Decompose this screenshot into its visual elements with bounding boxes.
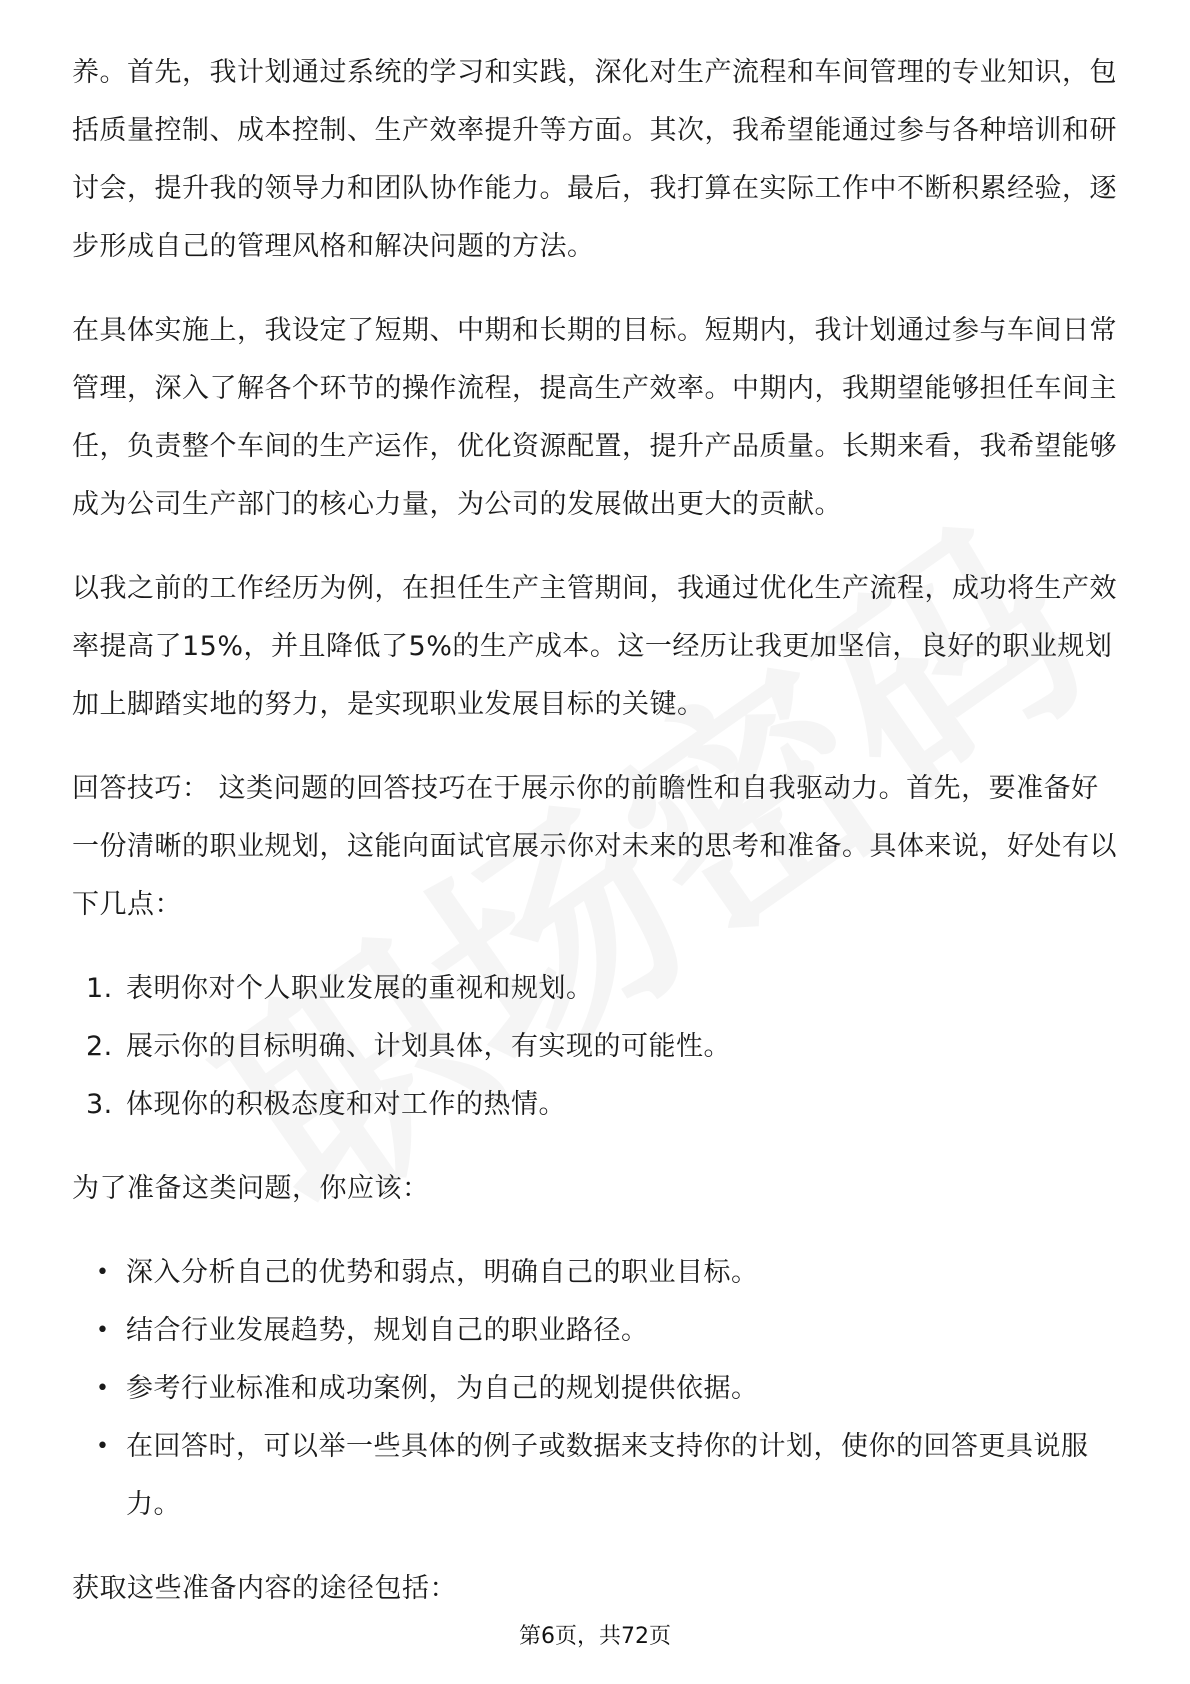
- list-item-text: 表明你对个人职业发展的重视和规划。: [126, 973, 594, 1004]
- list-item: [72, 1418, 1122, 1534]
- list-item: [72, 1360, 1122, 1418]
- bullet-list: [72, 1244, 1122, 1534]
- list-number: 3.: [86, 1089, 113, 1120]
- bullet-icon: •: [96, 1260, 110, 1285]
- list-item: [72, 1018, 1122, 1076]
- bullet-icon: •: [96, 1376, 110, 1401]
- list-item-text: 展示你的目标明确、计划具体，有实现的可能性。: [126, 1031, 731, 1062]
- paragraph-answer-tips: 回答技巧： 这类问题的回答技巧在于展示你的前瞻性和自我驱动力。首先，要准备好一份清晰的职业规划，这能向面试官展示你对未来的思考和准备。具体来说，好处有以下几点：: [72, 773, 1117, 920]
- list-item: [72, 1302, 1122, 1360]
- list-item-text: 深入分析自己的优势和弱点，明确自己的职业目标。: [126, 1257, 759, 1288]
- list-number: 2.: [86, 1031, 113, 1062]
- numbered-list: [72, 960, 1122, 1134]
- paragraph-goals: 在具体实施上，我设定了短期、中期和长期的目标。短期内，我计划通过参与车间日常管理，深入了解各个环节的操作流程，提高生产效率。中期内，我期望能够担任车间主任，负责整个车间的生产运作，优化资源配置，提升产品质量。长期来看，我希望能够成为公司生产部门的核心力量，为公司的发展做出更大的贡献。: [72, 315, 1117, 520]
- list-item: [72, 960, 1122, 1018]
- bullet-icon: •: [96, 1318, 110, 1343]
- paragraph-closing: 获取这些准备内容的途径包括：: [72, 1573, 457, 1604]
- paragraph-career-plan: 养。首先，我计划通过系统的学习和实践，深化对生产流程和车间管理的专业知识，包括质量控制、成本控制、生产效率提升等方面。其次，我希望能通过参与各种培训和研讨会，提升我的领导力和团队协作能力。最后，我打算在实际工作中不断积累经验，逐步形成自己的管理风格和解决问题的方法。: [72, 57, 1117, 262]
- list-number: 1.: [86, 973, 113, 1004]
- list-item: [72, 1244, 1122, 1302]
- page-number-footer: 第6页，共72页: [519, 1624, 671, 1649]
- paragraph-experience: 以我之前的工作经历为例，在担任生产主管期间，我通过优化生产流程，成功将生产效率提高了15%，并且降低了5%的生产成本。这一经历让我更加坚信，良好的职业规划加上脚踏实地的努力，是实现职业发展目标的关键。: [72, 573, 1117, 720]
- document-body: [72, 44, 1122, 1644]
- list-item: [72, 1076, 1122, 1134]
- list-item-text: 参考行业标准和成功案例，为自己的规划提供依据。: [126, 1373, 759, 1404]
- list-item-text: 在回答时，可以举一些具体的例子或数据来支持你的计划，使你的回答更具说服力。: [126, 1431, 1089, 1520]
- paragraph-prepare-intro: 为了准备这类问题，你应该：: [72, 1173, 430, 1204]
- list-item-text: 结合行业发展趋势，规划自己的职业路径。: [126, 1315, 649, 1346]
- list-item-text: 体现你的积极态度和对工作的热情。: [126, 1089, 566, 1120]
- bullet-icon: •: [96, 1434, 110, 1459]
